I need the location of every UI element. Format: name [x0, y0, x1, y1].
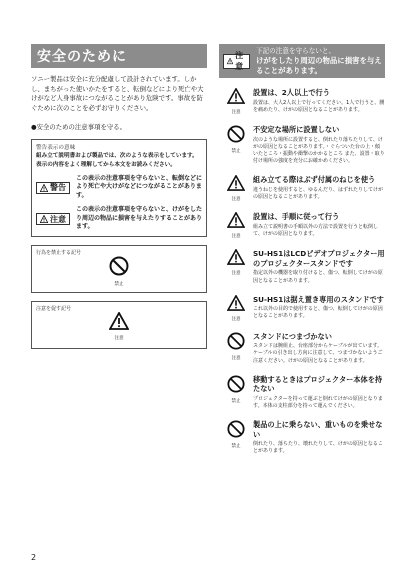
item-body: 倒れたり、落ちたり、壊れたりして、けがの原因となることがあります。	[253, 441, 383, 455]
item-caption: 注意	[231, 316, 241, 322]
caution-triangle-icon	[227, 249, 245, 265]
caution-triangle-icon	[227, 57, 233, 65]
item-body: プロジェクターを持って運ぶと倒れてけがの原因となります。本体の支柱部分を持って運んでください。	[253, 395, 383, 410]
prohibit-circle-icon	[227, 375, 245, 393]
warning-text: この表示の注意事項を守らないと、転倒などにより死亡や大けがなどにつながることがあります。	[76, 174, 203, 199]
safety-item	[219, 88, 385, 115]
safety-item	[219, 212, 385, 239]
caution-triangle-icon	[227, 212, 245, 228]
page-title: 安全のために	[31, 44, 207, 68]
item-title: 製品の上に乗らない、重いものを乗せない	[253, 420, 383, 439]
header-tag	[223, 51, 250, 71]
prohibit-circle-icon	[109, 256, 129, 276]
item-caption: 注意	[231, 197, 241, 203]
item-caption: 禁止	[231, 398, 241, 404]
item-title: 組み立てる際はぶず付属のねじを使う	[253, 175, 376, 185]
item-body: 次のような場所に設置すると、倒れたり落ちたりして、けがの原因となることがあります。・ぐらついた台の上・傾いたところ・振動や衝撃のかかるところ また、設置・取り付け場所の強度を充分にお確かめください。	[253, 136, 385, 165]
item-title: 不安定な場所に設置しない	[253, 125, 340, 134]
caution-label: 注意	[50, 214, 66, 224]
item-caption: 注意	[231, 110, 241, 115]
box-heading: 警告表示の意味	[36, 145, 76, 152]
header-text-2: けがをしたり周辺の物品に損害を与えることがあります。	[256, 55, 382, 75]
safety-item	[219, 125, 385, 165]
header-text-1: 下記の注意を守らないと、	[256, 46, 336, 55]
item-caption: 注意	[231, 271, 241, 277]
instruct-symbol-label: 注意を促す記号	[36, 305, 72, 312]
item-body: 設置は、大人2人以上で行ってください。1人で行うと、腰を痛めたり、けがの原因となることがあります。	[253, 99, 385, 113]
item-title: 設置は、2人以上で行う	[253, 88, 330, 97]
instruct-caption: 注意	[114, 335, 124, 341]
left-column	[31, 44, 207, 349]
caution-triangle-icon	[40, 215, 48, 223]
box-text: 組み立て説明書および製品では、次のような表示をしています。表示の内容をよく理解してから本文をお読みください。	[36, 153, 198, 168]
warning-row	[36, 175, 202, 201]
intro-text: ソニー製品は安全に充分配慮して設計されています。しかし、まちがった使いかたをすると、転倒などにより死亡や大けがなど人身事故につながることがあり危険です。事故を防ぐために次のことを必ずお守りください。	[31, 75, 204, 112]
prohibit-caption: 禁止	[114, 281, 124, 287]
safety-item	[219, 375, 385, 410]
right-column	[219, 44, 385, 456]
prohibit-symbol-box	[31, 245, 207, 293]
item-body: 組み立て説明書の手順以外の方法で設置を行うと転倒して、けがの原因となります。	[253, 223, 379, 238]
caution-row	[36, 206, 202, 232]
warning-legend-box	[31, 139, 207, 236]
item-body: 指定以外の機器を取り付けると、傷つ、転倒してけがの原因となることがあります。	[253, 270, 383, 284]
prohibit-circle-icon	[227, 420, 245, 438]
item-caption: 禁止	[231, 444, 241, 450]
item-caption: 禁止	[231, 149, 241, 154]
caution-header	[219, 44, 385, 78]
subheading: ●安全のための注意事項を守る。	[31, 123, 127, 132]
caution-tag	[36, 213, 70, 225]
item-title: 移動するときはプロジェクター本体を持たない	[253, 374, 383, 394]
safety-item	[219, 420, 385, 455]
prohibit-circle-icon	[227, 332, 245, 350]
warning-tag	[36, 182, 70, 194]
caution-triangle-icon	[227, 88, 245, 104]
item-body: これ以外の目的で使用すると、傷つ、転倒してけがの原因となることがあります。	[253, 306, 383, 320]
item-body: 違うねじを使用すると、ゆるんだり、はずれたりしてけがの原因となることがあります。	[253, 186, 384, 201]
instruct-symbol-box	[31, 301, 207, 349]
item-body: スタンドは腕組止、台座部分からケーブルが出ています。ケーブルの引き出し方向に注意して、つまづかないようご注意ください。けがの原因となることがあります。	[253, 343, 383, 364]
caution-triangle-icon	[227, 295, 245, 311]
item-title: SU-HS1は据え置き専用のスタンドです	[253, 294, 384, 304]
header-label: 注意	[235, 51, 244, 71]
warning-label: 警告	[50, 183, 66, 193]
caution-text: この表示の注意事項を守らないと、けがをしたり周辺の物品に損害を与えたりすることがあります。	[76, 206, 203, 231]
safety-item	[219, 332, 385, 365]
safety-item	[219, 249, 385, 284]
caution-triangle-icon	[227, 175, 245, 191]
safety-item	[219, 175, 385, 202]
prohibit-circle-icon	[227, 125, 245, 143]
safety-item	[219, 295, 385, 322]
caution-triangle-icon	[109, 312, 129, 330]
item-title: スタンドにつまづかない	[253, 331, 332, 341]
item-caption: 注意	[231, 234, 241, 240]
prohibit-symbol-label: 行為を禁止する記号	[36, 249, 82, 256]
item-title: SU-HS1はLCDビデオプロジェクター用のプロジェクタースタンドです	[253, 249, 385, 268]
caution-triangle-icon	[40, 184, 48, 192]
item-caption: 注意	[231, 355, 241, 361]
page-number: 2	[31, 553, 37, 562]
item-title: 設置は、手順に従って行う	[253, 212, 340, 222]
